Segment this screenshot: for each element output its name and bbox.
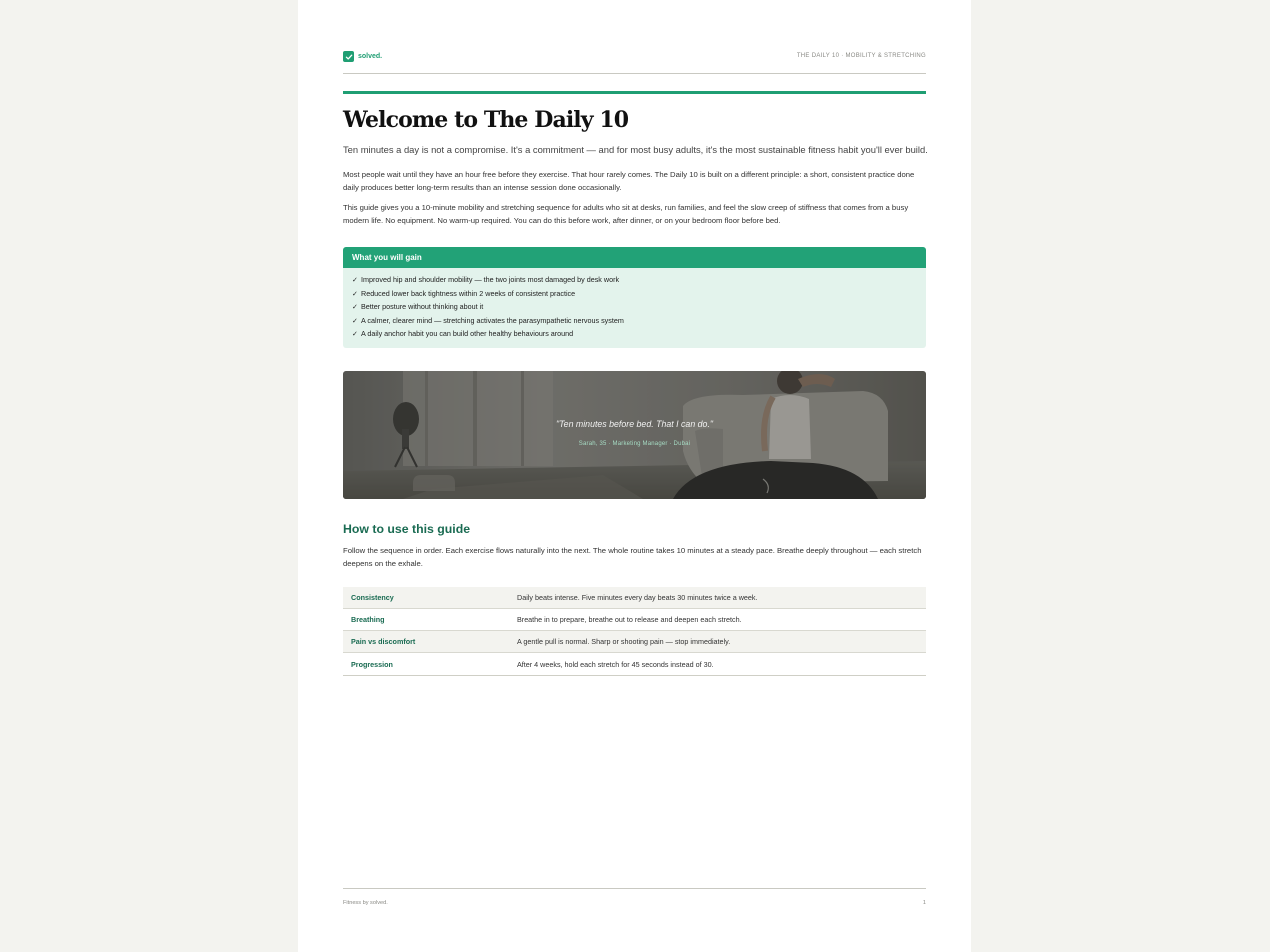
footer-brand: Fitness by solved. xyxy=(343,900,388,906)
document-page xyxy=(298,0,971,952)
guidelines-table xyxy=(343,587,926,676)
section-intro: Follow the sequence in order. Each exercise flows naturally into the next. The whole routine takes 10 minutes at a steady pace. Breathe deeply throughout — each stretch deepens on the exhale. xyxy=(343,546,922,568)
page-title: Welcome to The Daily 10 xyxy=(343,107,629,133)
check-icon: ✓ xyxy=(352,288,359,298)
breadcrumb: THE DAILY 10 · MOBILITY & STRETCHING xyxy=(796,53,926,59)
row-text: After 4 weeks, hold each stretch for 45 seconds instead of 30. xyxy=(517,659,714,669)
page-footer xyxy=(343,888,926,908)
check-icon: ✓ xyxy=(352,302,359,312)
section-heading: How to use this guide xyxy=(343,522,471,536)
testimonial-photo xyxy=(343,371,926,499)
stretching-woman-image xyxy=(343,371,926,499)
page-header xyxy=(343,50,926,74)
testimonial-quote: "Ten minutes before bed. That I can do." xyxy=(555,419,714,429)
body-paragraph-1: Most people wait until they have an hour free before they exercise. That hour rarely comes. The Daily 10 is built on a different principle: a short, consistent practice done daily produces better long-term results than an intense session done occasionally. xyxy=(343,170,915,192)
table-row xyxy=(343,609,926,631)
checkmark-icon xyxy=(343,51,354,62)
table-row xyxy=(343,587,926,609)
brand-logo xyxy=(343,51,382,62)
row-label: Consistency xyxy=(351,593,394,602)
row-label: Progression xyxy=(351,659,393,669)
benefits-box xyxy=(343,247,926,348)
accent-divider xyxy=(343,91,926,94)
row-text: A gentle pull is normal. Sharp or shooting pain — stop immediately. xyxy=(517,637,731,646)
row-label: Pain vs discomfort xyxy=(351,637,416,646)
check-icon: ✓ xyxy=(352,329,359,339)
list-item: ✓ Improved hip and shoulder mobility — the two joints most damaged by desk work xyxy=(352,273,917,287)
benefits-list xyxy=(343,268,926,341)
page-number: 1 xyxy=(922,900,926,906)
check-icon: ✓ xyxy=(352,275,359,284)
list-item: ✓ A calmer, clearer mind — stretching activates the parasympathetic nervous system xyxy=(352,314,917,328)
list-item: ✓ Reduced lower back tightness within 2 weeks of consistent practice xyxy=(352,287,917,301)
benefits-heading: What you will gain xyxy=(343,247,926,268)
brand-name: solved. xyxy=(358,53,383,60)
testimonial-attribution: Sarah, 35 · Marketing Manager · Dubai xyxy=(578,441,691,447)
list-item: ✓ A daily anchor habit you can build other healthy behaviours around xyxy=(352,327,917,341)
list-item: ✓ Better posture without thinking about it xyxy=(352,300,917,314)
body-paragraph-2: This guide gives you a 10-minute mobility and stretching sequence for adults who sit at desks, run families, and feel the slow creep of stiffness that comes from a busy modern life. No equipment. No warm-up required. You can do this before work, after dinner, or on your bedroom floor before bed. xyxy=(343,203,909,225)
table-row xyxy=(343,653,926,675)
table-row xyxy=(343,631,926,653)
lead-paragraph: Ten minutes a day is not a compromise. It's a commitment — and for most busy adults, it's the most sustainable fitness habit you'll ever build. xyxy=(343,144,928,155)
check-icon: ✓ xyxy=(352,315,359,325)
row-text: Breathe in to prepare, breathe out to release and deepen each stretch. xyxy=(517,615,742,624)
row-label: Breathing xyxy=(351,615,385,624)
row-text: Daily beats intense. Five minutes every day beats 30 minutes twice a week. xyxy=(517,593,758,602)
